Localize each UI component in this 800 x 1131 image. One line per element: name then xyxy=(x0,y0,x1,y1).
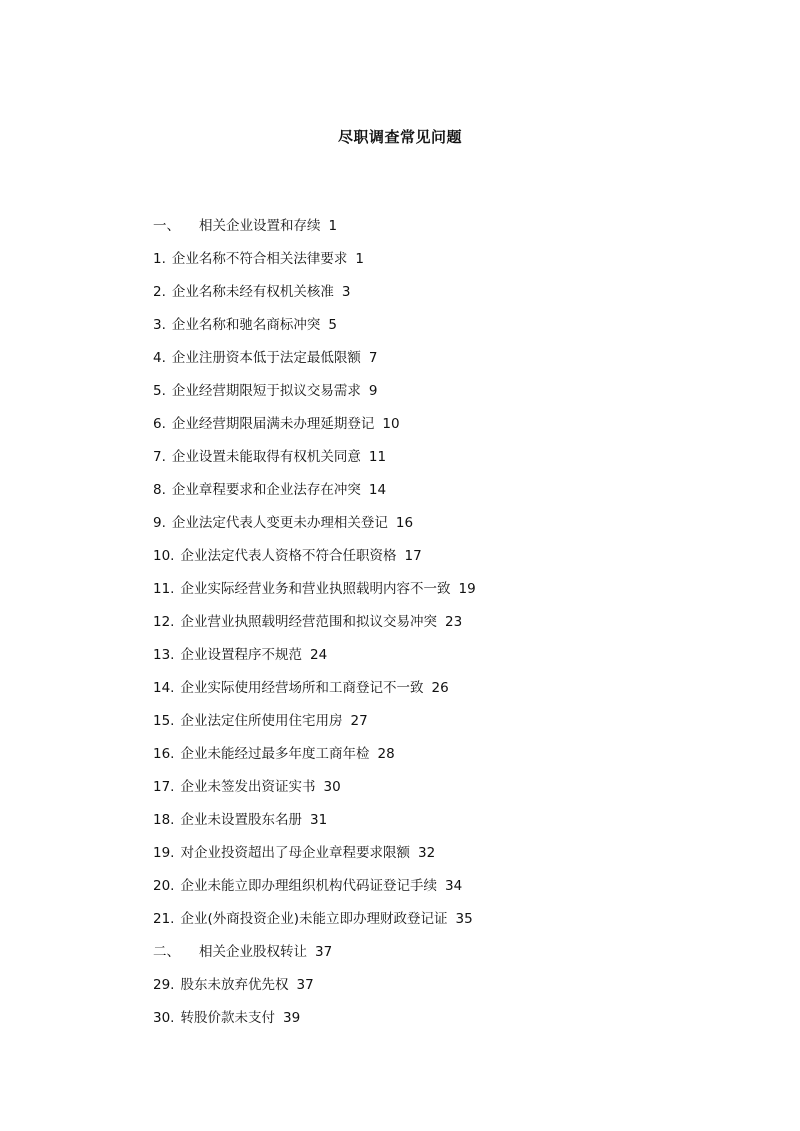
toc-page-number: 5 xyxy=(328,317,337,333)
toc-entry-number: 6. xyxy=(153,416,166,432)
table-of-contents xyxy=(153,214,476,1039)
toc-page-number: 11 xyxy=(368,449,387,465)
toc-page-number: 27 xyxy=(350,713,368,729)
toc-entry-title: 企业名称不符合相关法律要求 xyxy=(171,251,348,267)
toc-item xyxy=(153,544,476,577)
toc-entry-number: 19. xyxy=(153,845,175,861)
toc-entry-title: 企业法定代表人资格不符合任职资格 xyxy=(180,548,397,564)
toc-item xyxy=(153,742,476,775)
toc-item xyxy=(153,907,476,940)
toc-section-heading xyxy=(153,214,476,247)
toc-page-number: 32 xyxy=(417,845,436,861)
toc-item xyxy=(153,775,476,808)
toc-page-number: 24 xyxy=(309,647,328,663)
toc-entry-number: 12. xyxy=(153,614,175,630)
toc-item xyxy=(153,511,476,544)
toc-item xyxy=(153,313,476,346)
toc-page-number: 23 xyxy=(444,614,463,630)
toc-entry-title: 企业实际经营业务和营业执照载明内容不一致 xyxy=(180,581,451,597)
toc-entry-number: 7. xyxy=(153,449,166,465)
toc-item xyxy=(153,808,476,841)
toc-entry-number: 5. xyxy=(153,383,166,399)
toc-page-number: 34 xyxy=(444,878,463,894)
toc-entry-number: 8. xyxy=(153,482,166,498)
toc-item xyxy=(153,643,476,676)
toc-page-number: 3 xyxy=(341,284,351,300)
toc-entry-title: 企业设置未能取得有权机关同意 xyxy=(171,449,361,465)
toc-item xyxy=(153,874,476,907)
toc-item xyxy=(153,973,476,1006)
toc-entry-number: 11. xyxy=(153,581,175,597)
toc-entry-number: 1. xyxy=(153,251,166,267)
toc-entry-number: 4. xyxy=(153,350,166,366)
toc-item xyxy=(153,346,476,379)
toc-entry-title: 对企业投资超出了母企业章程要求限额 xyxy=(180,845,410,861)
toc-page-number: 26 xyxy=(431,680,449,696)
toc-entry-number: 2. xyxy=(153,284,166,300)
toc-entry-number: 3. xyxy=(153,317,166,333)
toc-entry-number: 一、 xyxy=(153,218,180,234)
toc-entry-title: 企业设置程序不规范 xyxy=(180,647,302,663)
toc-entry-number: 29. xyxy=(153,977,175,993)
toc-entry-number: 21. xyxy=(153,911,175,927)
toc-item xyxy=(153,577,476,610)
toc-entry-title: 企业名称和驰名商标冲突 xyxy=(171,317,321,333)
toc-entry-number: 13. xyxy=(153,647,175,663)
toc-entry-title: 股东未放弃优先权 xyxy=(180,977,289,993)
toc-page-number: 1 xyxy=(328,218,338,234)
toc-page-number: 17 xyxy=(404,548,422,564)
toc-entry-title: 企业未设置股东名册 xyxy=(180,812,302,828)
toc-item xyxy=(153,379,476,412)
toc-entry-number: 14. xyxy=(153,680,175,696)
toc-page-number: 7 xyxy=(368,350,378,366)
toc-item xyxy=(153,280,476,313)
toc-entry-number: 30. xyxy=(153,1010,175,1026)
toc-page-number: 9 xyxy=(368,383,378,399)
toc-page-number: 35 xyxy=(455,911,473,927)
toc-entry-title: 企业经营期限短于拟议交易需求 xyxy=(171,383,361,399)
toc-entry-title: 企业经营期限届满未办理延期登记 xyxy=(171,416,375,432)
toc-entry-title: 企业(外商投资企业)未能立即办理财政登记证 xyxy=(180,911,448,927)
toc-entry-number: 20. xyxy=(153,878,175,894)
toc-page-number: 19 xyxy=(458,581,476,597)
toc-entry-title: 企业未能立即办理组织机构代码证登记手续 xyxy=(180,878,437,894)
toc-entry-title: 企业注册资本低于法定最低限额 xyxy=(171,350,361,366)
toc-entry-title: 企业实际使用经营场所和工商登记不一致 xyxy=(180,680,424,696)
toc-entry-title: 转股价款未支付 xyxy=(180,1010,275,1026)
toc-entry-number: 9. xyxy=(153,515,166,531)
toc-entry-title: 企业未能经过最多年度工商年检 xyxy=(180,746,370,762)
toc-entry-number: 18. xyxy=(153,812,175,828)
toc-entry-number: 16. xyxy=(153,746,175,762)
toc-item xyxy=(153,478,476,511)
toc-entry-title: 企业名称未经有权机关核准 xyxy=(171,284,334,300)
toc-page-number: 37 xyxy=(315,944,333,960)
toc-entry-title: 企业章程要求和企业法存在冲突 xyxy=(171,482,361,498)
toc-entry-number: 10. xyxy=(153,548,175,564)
toc-entry-number: 二、 xyxy=(153,944,180,960)
toc-item xyxy=(153,1006,476,1039)
toc-section-heading xyxy=(153,940,476,973)
toc-item xyxy=(153,709,476,742)
toc-page-number: 37 xyxy=(296,977,314,993)
toc-entry-title: 企业法定代表人变更未办理相关登记 xyxy=(171,515,388,531)
toc-page-number: 28 xyxy=(377,746,395,762)
toc-page-number: 1 xyxy=(355,251,364,267)
toc-page-number: 30 xyxy=(323,779,341,795)
toc-entry-title: 企业营业执照载明经营范围和拟议交易冲突 xyxy=(180,614,437,630)
toc-item xyxy=(153,445,476,478)
toc-item xyxy=(153,841,476,874)
toc-item xyxy=(153,247,476,280)
toc-entry-title: 相关企业股权转让 xyxy=(199,944,307,960)
toc-page-number: 10 xyxy=(382,416,400,432)
toc-item xyxy=(153,676,476,709)
toc-entry-title: 企业法定住所使用住宅用房 xyxy=(180,713,343,729)
toc-page-number: 16 xyxy=(395,515,414,531)
toc-page-number: 14 xyxy=(368,482,387,498)
page-title: 尽职调查常见问题 xyxy=(337,128,462,146)
toc-entry-title: 相关企业设置和存续 xyxy=(199,218,321,234)
toc-entry-number: 17. xyxy=(153,779,175,795)
toc-item xyxy=(153,610,476,643)
toc-item xyxy=(153,412,476,445)
toc-page-number: 39 xyxy=(282,1010,301,1026)
toc-page-number: 31 xyxy=(309,812,328,828)
toc-entry-title: 企业未签发出资证实书 xyxy=(180,779,316,795)
toc-entry-number: 15. xyxy=(153,713,175,729)
